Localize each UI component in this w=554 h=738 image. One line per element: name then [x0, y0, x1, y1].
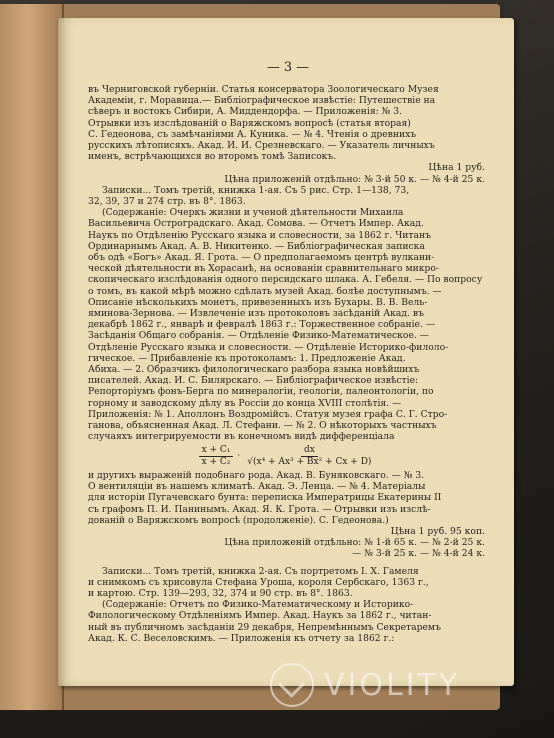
watermark-text: VIOLITY [324, 667, 461, 703]
text-line: (Содержаніе: Отчетъ по Физико-Математическому и Историко- [102, 599, 414, 611]
price-line: Цѣна приложеній отдѣльно: № 3-й 50 к. — № 4-й 25 к. [224, 173, 485, 185]
text-line: (Содержаніе: Очеркъ жизни и ученой дѣятельности Михаила [102, 207, 404, 219]
text-line: скопическаго изслѣдованія одного персидскаго шлака. А. Гебеля. — По вопросу [88, 274, 483, 286]
text-line: Репорторіумъ фонъ-Берга по минералогіи, геологіи, палеонтологіи, по [88, 386, 434, 398]
text-line: Описаніе нѣсколькихъ монетъ, привезенныхъ изъ Бухары. В. В. Вель- [88, 296, 428, 308]
text-line: русскихъ лѣтописяхъ. Акад. И. И. Срезневскаго. — Указатель личныхъ [88, 140, 435, 152]
text-line: Ординарнымъ Акад. А. В. Никитенко. — Библіографическая записка [88, 240, 425, 252]
text-line: горному и заводскому дѣлу въ Россіи до конца XVIII столѣтія. — [88, 397, 402, 409]
text-line: Приложенія: № 1. Аполлонъ Воздромійсъ. Статуя музея графа С. Г. Стро- [88, 408, 448, 420]
text-line: Записки... Томъ третій, книжка 2-ая. Съ портретомъ І. Х. Гамеля [102, 565, 419, 577]
text-line: Васильевича Остроградскаго. Акад. Сомова. — Отчетъ Импер. Акад. [88, 218, 424, 230]
text-line: и другихъ выраженій подобнаго рода. Акад. В. Буняковскаго. — № 3. [88, 469, 425, 481]
text-line: и снимкомъ съ хрисовула Стефана Уроша, короля Сербскаго, 1363 г., [88, 576, 429, 588]
text-line: въ Черниговской губерніи. Статья консерватора Зоологическаго Музея [88, 84, 439, 95]
text-line: именъ, встрѣчающихся во второмъ томѣ Записокъ. [88, 151, 337, 163]
violity-logo-icon [270, 663, 314, 707]
text-line: писателей. Акад. И. С. Билярскаго. — Библіографическое извѣстіе: [88, 375, 419, 387]
text-line: Наукъ по Отдѣленію Русскаго языка и словесности, за 1862 г. Читанъ [88, 229, 431, 241]
price-line: Цѣна приложеній отдѣльно: № 1-й 65 к. — № 2-й 25 к. [224, 537, 485, 549]
text-line: Засѣданія Общаго собранія. — Отдѣленіе Физико-Математическое. — [88, 330, 429, 342]
text-line: яминова-Зернова. — Извлеченіе изъ протоколовъ засѣданій Акад. въ [88, 308, 424, 320]
book-spine [0, 4, 64, 710]
page-number: — 3 — [266, 60, 310, 75]
text-line: декабрѣ 1862 г., январѣ и февралѣ 1863 г.: Торжественное собраніе. — [88, 319, 436, 331]
text-line: С. Гедеонова, съ замѣчаніями А. Куника. — № 4. Чтенія о древнихъ [88, 128, 417, 140]
formula-fraction-right [244, 445, 374, 468]
text-line: Отдѣленіе Русскаго языка и словесности. — Отдѣленіе Историко-филоло- [88, 341, 449, 353]
text-line: сѣверъ и востокъ Сибири, А. Миддендорфа. — Приложенія: № 3. [88, 106, 403, 118]
formula-denominator: √(x⁴ + Ax³ + Bx² + Cx + D) [247, 456, 372, 467]
text-line: Отрывки изъ изслѣдованій о Варяжскомъ вопросѣ (статья вторая) [88, 117, 411, 129]
text-line: и картою. Стр. 139—293, 32, 374 и 90 стр. въ 8°. 1863. [88, 587, 353, 599]
text-line: о томъ, въ какой мѣрѣ можно сдѣлать музей Акад. болѣе доступнымъ. — [88, 285, 442, 297]
text-line: случаяхъ интегрируемости въ конечномъ видѣ дифференціала [88, 431, 395, 443]
text-line: дованій о Варяжскомъ вопросѣ (продолженіе). С. Гедеонова.) [88, 514, 389, 526]
watermark [270, 660, 530, 710]
text-line: ческой дѣятельности въ Хорасанѣ, на основаніи сравнительнаго микро- [88, 263, 440, 275]
text-line: объ одѣ «Богъ» Акад. Я. Грота. — О предполагаемомъ центрѣ вулкани- [88, 252, 435, 264]
formula-fraction-left [199, 445, 234, 468]
price-line: Цѣна 1 руб. [428, 162, 485, 174]
text-line: гическое. — Прибавленіе къ протоколамъ: 1. Предложеніе Акад. [88, 352, 406, 364]
text-line: ный въ публичномъ засѣданіи 29 декабря, Непремѣннымъ Секретаремъ [88, 621, 441, 633]
price-line: — № 3-й 25 к. — № 4-й 24 к. [352, 548, 485, 560]
formula [88, 445, 485, 468]
formula-numerator: dx [301, 445, 318, 457]
text-line: Записки... Томъ третій, книжка 1-ая. Съ 5 рис. Стр. 1—138, 73, [102, 184, 410, 196]
text-line: ганова, объясненная Акад. Л. Стефани. — № 2. О нѣкоторыхъ частныхъ [88, 420, 437, 432]
page-text [88, 84, 485, 644]
text-line: О вентиляціи въ нашемъ климатѣ. Акад. Э. Ленца. — № 4. Матеріалы [88, 481, 426, 493]
price-line: Цѣна 1 руб. 95 коп. [390, 525, 485, 537]
text-line: для исторіи Пугачевскаго бунта: переписка Императрицы Екатерины II [88, 492, 442, 504]
text-line: Акад. К. С. Веселовскимъ. — Приложенія къ отчету за 1862 г.: [88, 632, 395, 644]
formula-denominator: x + C₂ [201, 456, 231, 467]
book-page [58, 18, 514, 686]
text-line: 32, 39, 37 и 274 стр. въ 8°. 1863. [88, 196, 246, 208]
text-line: Академіи, г. Моравица.— Библіографическое извѣстіе: Путешествіе на [88, 95, 436, 107]
text-line: Филологическому Отдѣленіямъ Импер. Акад. Наукъ за 1862 г., читан- [88, 610, 432, 622]
formula-dot: · [237, 450, 241, 461]
text-line: съ графомъ П. И. Панинымъ. Акад. Я. К. Грота. — Отрывки изъ изслѣ- [88, 503, 431, 515]
formula-numerator: x + C₁ [199, 445, 234, 457]
text-line: Абиха. — 2. Образчикъ филологическаго разбора языка новѣйшихъ [88, 364, 420, 376]
